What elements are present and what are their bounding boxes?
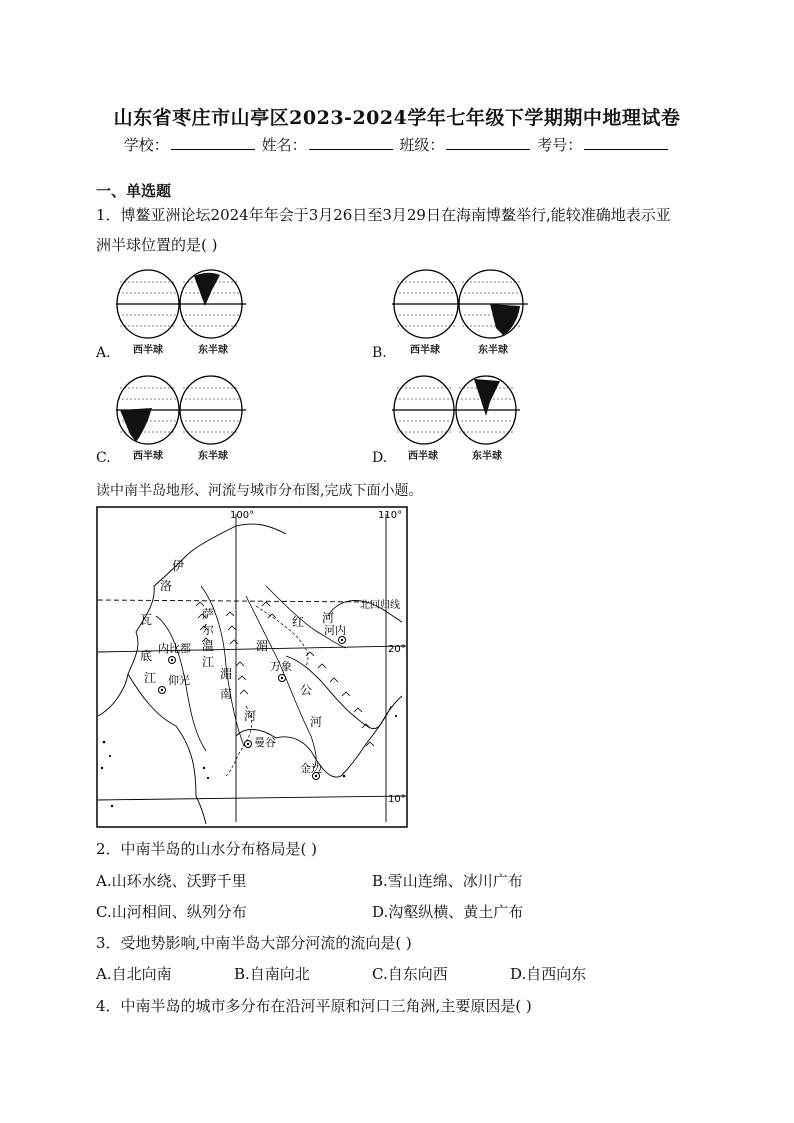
- indochina-map-svg: [96, 506, 408, 828]
- east-hemisphere-caption: 东半球: [198, 451, 228, 462]
- west-hemisphere-caption: 西半球: [133, 451, 163, 462]
- question-2-option-d[interactable]: D.沟壑纵横、黄土广布: [372, 903, 524, 921]
- tropic-label: 北回归线: [360, 600, 400, 611]
- question-3-option-d[interactable]: D.自西向东: [510, 965, 587, 983]
- question-2-option-b[interactable]: B.雪山连绵、冰川广布: [372, 872, 523, 890]
- river-char: 公: [300, 683, 313, 697]
- name-label: 姓名：: [261, 136, 307, 154]
- question-2-option-c[interactable]: C.山河相间、纵列分布: [96, 903, 247, 921]
- question-1-line-1: 1．博鳌亚洲论坛2024年年会于3月26日至3月29日在海南博鳌举行,能较准确地表示亚: [96, 206, 671, 224]
- question-2-option-a[interactable]: A.山环水绕、沃野千里: [96, 872, 247, 890]
- city-label: 金边: [300, 762, 322, 775]
- question-1-line-2: 洲半球位置的是( ): [96, 236, 218, 254]
- student-info-line: [0, 134, 794, 155]
- river-char: 河: [322, 611, 335, 625]
- question-4-stem: 4．中南半岛的城市多分布在沿河平原和河口三角洲,主要原因是( ): [96, 997, 532, 1015]
- city-label: 内比都: [158, 642, 191, 655]
- section-heading: 一、单选题: [96, 182, 172, 200]
- city-label: 曼谷: [254, 736, 276, 749]
- option-d-hemisphere-diagram: [392, 374, 520, 446]
- river-char: 湄: [220, 667, 233, 681]
- river-char: 尔: [202, 623, 215, 637]
- question-3-option-a[interactable]: A.自北向南: [96, 965, 172, 983]
- option-b-label[interactable]: B.: [372, 345, 387, 361]
- river-char: 河: [310, 715, 323, 729]
- option-c-hemispheres[interactable]: [116, 374, 246, 462]
- name-blank[interactable]: [309, 135, 393, 150]
- lat-20-label: 20°: [388, 644, 406, 655]
- class-label: 班级：: [399, 136, 445, 154]
- city-label: 万象: [270, 660, 292, 673]
- option-b-hemisphere-diagram: [392, 268, 528, 340]
- river-char: 江: [144, 671, 157, 685]
- city-label: 河内: [324, 624, 346, 637]
- number-blank[interactable]: [584, 135, 668, 150]
- option-a-label[interactable]: A.: [96, 345, 111, 361]
- option-b-hemispheres[interactable]: [392, 268, 528, 356]
- question-3-option-b[interactable]: B.自南向北: [234, 965, 310, 983]
- river-char: 洛: [160, 579, 173, 593]
- option-a-hemisphere-diagram: [116, 268, 246, 340]
- reading-prompt: 读中南半岛地形、河流与城市分布图,完成下面小题。: [96, 483, 423, 499]
- river-char: 伊: [172, 559, 185, 573]
- river-char: 南: [220, 687, 233, 701]
- option-d-hemispheres[interactable]: [392, 374, 520, 462]
- option-c-label[interactable]: C.: [96, 450, 111, 466]
- river-char: 底: [140, 649, 153, 663]
- river-char: 河: [244, 709, 257, 723]
- lon-110-label: 110°: [378, 510, 403, 521]
- number-label: 考号：: [537, 136, 583, 154]
- river-char: 温: [202, 639, 215, 653]
- river-char: 江: [202, 655, 215, 669]
- lon-100-label: 100°: [230, 510, 255, 521]
- east-hemisphere-caption: 东半球: [198, 345, 228, 356]
- river-char: 湄: [256, 639, 269, 653]
- river-char: 萨: [202, 607, 215, 621]
- city-label: 仰光: [168, 674, 190, 687]
- question-1: [96, 200, 706, 260]
- option-d-label[interactable]: D.: [372, 450, 388, 466]
- east-hemisphere-caption: 东半球: [478, 345, 508, 356]
- option-c-hemisphere-diagram: [116, 374, 246, 446]
- question-3-stem: 3．受地势影响,中南半岛大部分河流的流向是( ): [96, 934, 412, 952]
- school-label: 学校：: [123, 136, 169, 154]
- question-3-option-c[interactable]: C.自东向西: [372, 965, 448, 983]
- option-a-hemispheres[interactable]: [116, 268, 246, 356]
- indochina-map: [96, 506, 408, 832]
- east-hemisphere-caption: 东半球: [472, 451, 502, 462]
- west-hemisphere-caption: 西半球: [133, 345, 163, 356]
- west-hemisphere-caption: 西半球: [410, 345, 440, 356]
- lat-10-label: 10°: [388, 794, 406, 805]
- river-char: 瓦: [140, 613, 153, 627]
- west-hemisphere-caption: 西半球: [408, 451, 438, 462]
- school-blank[interactable]: [171, 135, 255, 150]
- question-2-stem: 2．中南半岛的山水分布格局是( ): [96, 840, 318, 858]
- class-blank[interactable]: [446, 135, 530, 150]
- river-char: 红: [292, 615, 305, 629]
- exam-title: 山东省枣庄市山亭区2023-2024学年七年级下学期期中地理试卷: [113, 107, 681, 129]
